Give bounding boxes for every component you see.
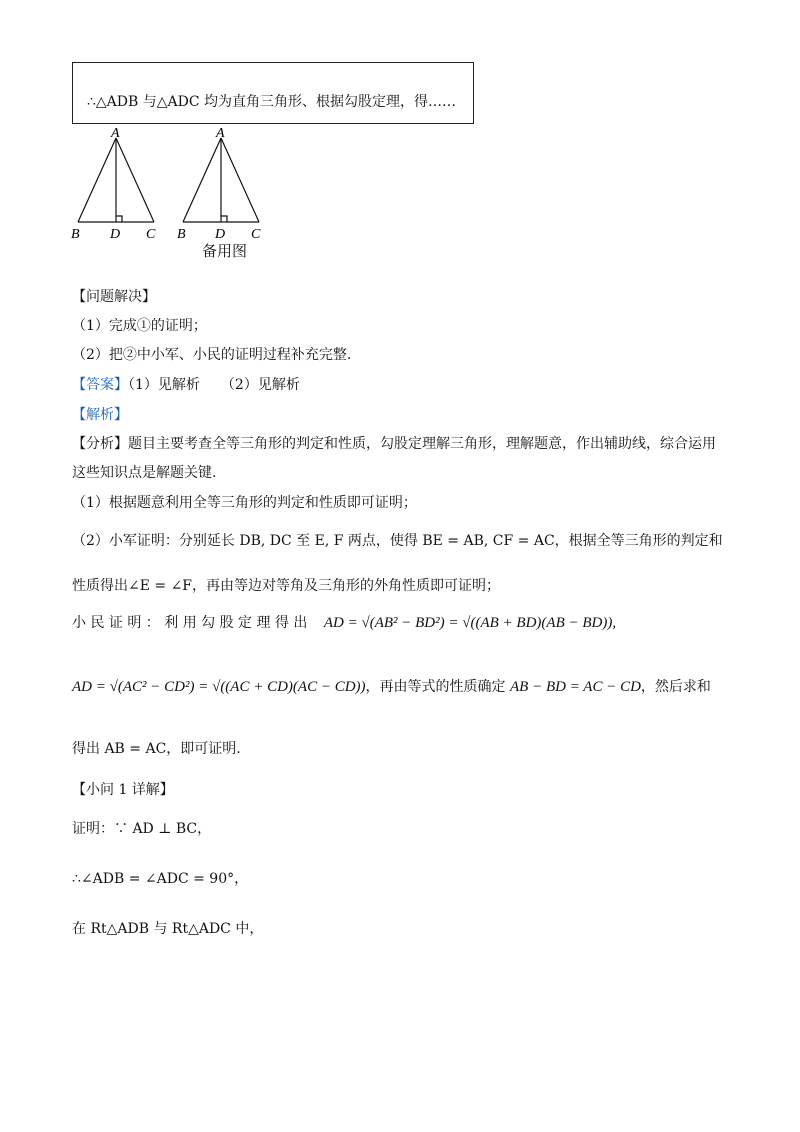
figure-caption: 备用图 xyxy=(202,242,248,260)
heading-problem: 【问题解决】 xyxy=(72,289,156,305)
left-label-c: C xyxy=(146,227,156,242)
proof-line-1: 证明：∵ AD ⊥ BC， xyxy=(72,821,212,837)
analysis-line-1: 【分析】题目主要考查全等三角形的判定和性质，勾股定理解三角形，理解题意，作出辅助线，综合运用 xyxy=(72,436,716,452)
proof-line-3: 在 Rt△ADB 与 Rt△ADC 中， xyxy=(72,921,264,937)
left-label-a: A xyxy=(111,126,120,141)
detail-heading: 【小问 1 详解】 xyxy=(72,782,174,798)
question-1: （1）完成①的证明； xyxy=(72,318,207,334)
right-label-a: A xyxy=(216,126,225,141)
analysis-point-2-line-2: 性质得出∠E = ∠F，再由等边对等角及三角形的外角性质即可证明； xyxy=(72,578,501,594)
answer-tag: 【答案】 xyxy=(72,377,128,393)
answer-text: （1）见解析 （2）见解析 xyxy=(128,377,300,393)
right-triangle xyxy=(183,138,259,222)
statement-box xyxy=(72,62,474,124)
left-label-b: B xyxy=(71,227,80,242)
question-2: （2）把②中小军、小民的证明过程补充完整. xyxy=(72,347,352,363)
xiaomin-line xyxy=(72,612,616,632)
left-label-d: D xyxy=(110,227,121,242)
left-triangle xyxy=(78,138,154,222)
right-label-b: B xyxy=(177,227,186,242)
xiaomin-formula-1: AD = √(AB² − BD²) = √((AB + BD)(AB − BD)), xyxy=(323,615,617,631)
analysis-line-2: 这些知识点是解题关键. xyxy=(72,465,217,481)
statement-text: ∴△ADB 与△ADC 均为直角三角形、根据勾股定理，得…… xyxy=(87,94,457,110)
right-label-d: D xyxy=(215,227,226,242)
formula-2-line xyxy=(72,676,711,696)
analysis-point-2-line-1: （2）小军证明：分别延长 DB, DC 至 E, F 两点，使得 BE = AB, CF = AC，根据全等三角形的判定和 xyxy=(72,533,723,549)
proof-line-2: ∴∠ADB = ∠ADC = 90°， xyxy=(72,871,249,887)
formula-2-tail: ，然后求和 xyxy=(640,679,711,695)
conclusion-line: 得出 AB = AC，即可证明. xyxy=(72,741,241,757)
jiexi-tag: 【解析】 xyxy=(72,407,128,423)
answer-line xyxy=(72,374,300,394)
formula-2: AD = √(AC² − CD²) = √((AC + CD)(AC − CD)) xyxy=(72,679,366,695)
analysis-point-1: （1）根据题意利用全等三角形的判定和性质即可证明； xyxy=(72,495,417,511)
formula-2-suffix: ，再由等式的性质确定 xyxy=(365,679,506,695)
right-label-c: C xyxy=(251,227,261,242)
formula-2-eq: AB − BD = AC − CD xyxy=(510,679,641,695)
xiaomin-prefix: 小 民 证 明 ： 利 用 勾 股 定 理 得 出 xyxy=(72,615,308,631)
